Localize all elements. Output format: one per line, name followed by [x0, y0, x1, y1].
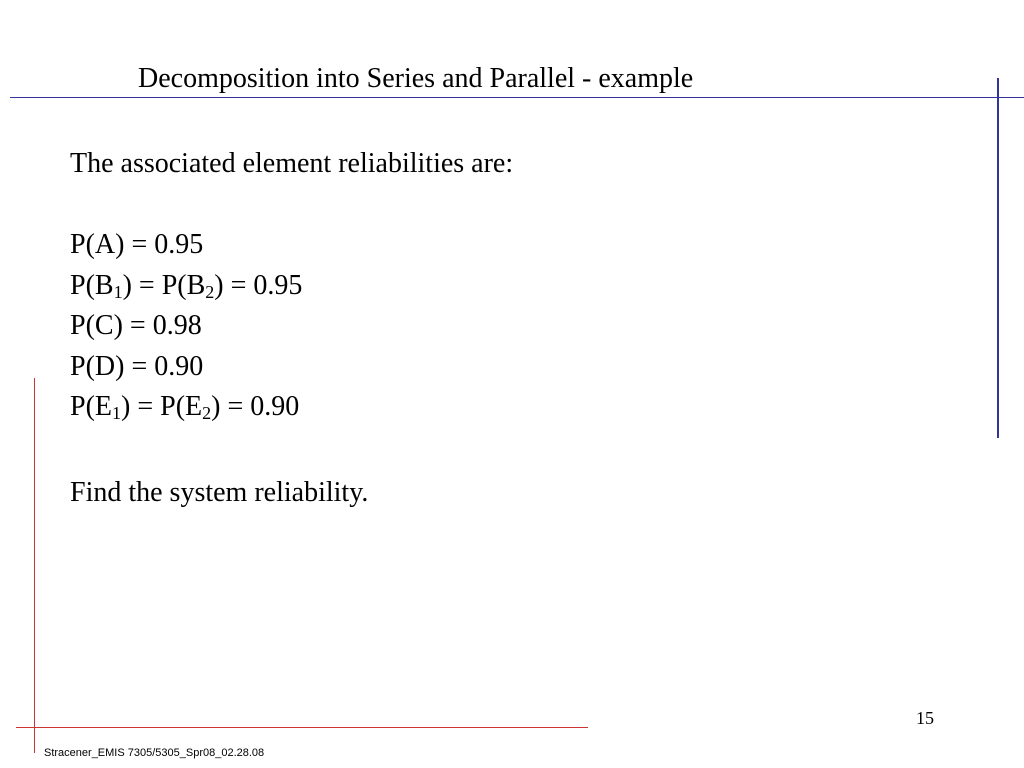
intro-text: The associated element reliabilities are:: [70, 148, 514, 179]
reliability-b-sub1: 1: [113, 281, 123, 302]
reliability-b-part3: ) = 0.95: [214, 269, 303, 301]
reliability-e-part3: ) = 0.90: [211, 391, 300, 422]
reliability-e-sub1: 1: [112, 403, 121, 423]
footer-text: Stracener_EMIS 7305/5305_Spr08_02.28.08: [44, 747, 265, 759]
reliability-b: [70, 266, 513, 307]
bottom-divider-line: [16, 727, 588, 728]
blank-line: [70, 185, 513, 226]
reliability-a: P(A) = 0.95: [70, 229, 204, 260]
slide-body: [70, 144, 513, 513]
right-vertical-line: [997, 78, 999, 438]
slide-title: Decomposition into Series and Parallel - example: [138, 63, 694, 94]
reliability-c: P(C) = 0.98: [70, 310, 202, 341]
reliability-e: [70, 387, 513, 428]
page-number: 15: [916, 708, 934, 728]
reliability-b-sub2: 2: [205, 281, 215, 302]
reliability-d: P(D) = 0.90: [70, 350, 204, 382]
reliability-b-part2: ) = P(B: [122, 269, 206, 301]
reliability-e-part1: P(E: [70, 391, 112, 422]
top-divider-line: [10, 97, 1024, 98]
left-vertical-line: [34, 378, 35, 753]
reliability-e-part2: ) = P(E: [121, 391, 203, 422]
reliability-b-part1: P(B: [70, 269, 114, 301]
question-text: Find the system reliability.: [70, 476, 369, 508]
reliability-e-sub2: 2: [202, 403, 212, 423]
blank-line: [70, 428, 513, 473]
